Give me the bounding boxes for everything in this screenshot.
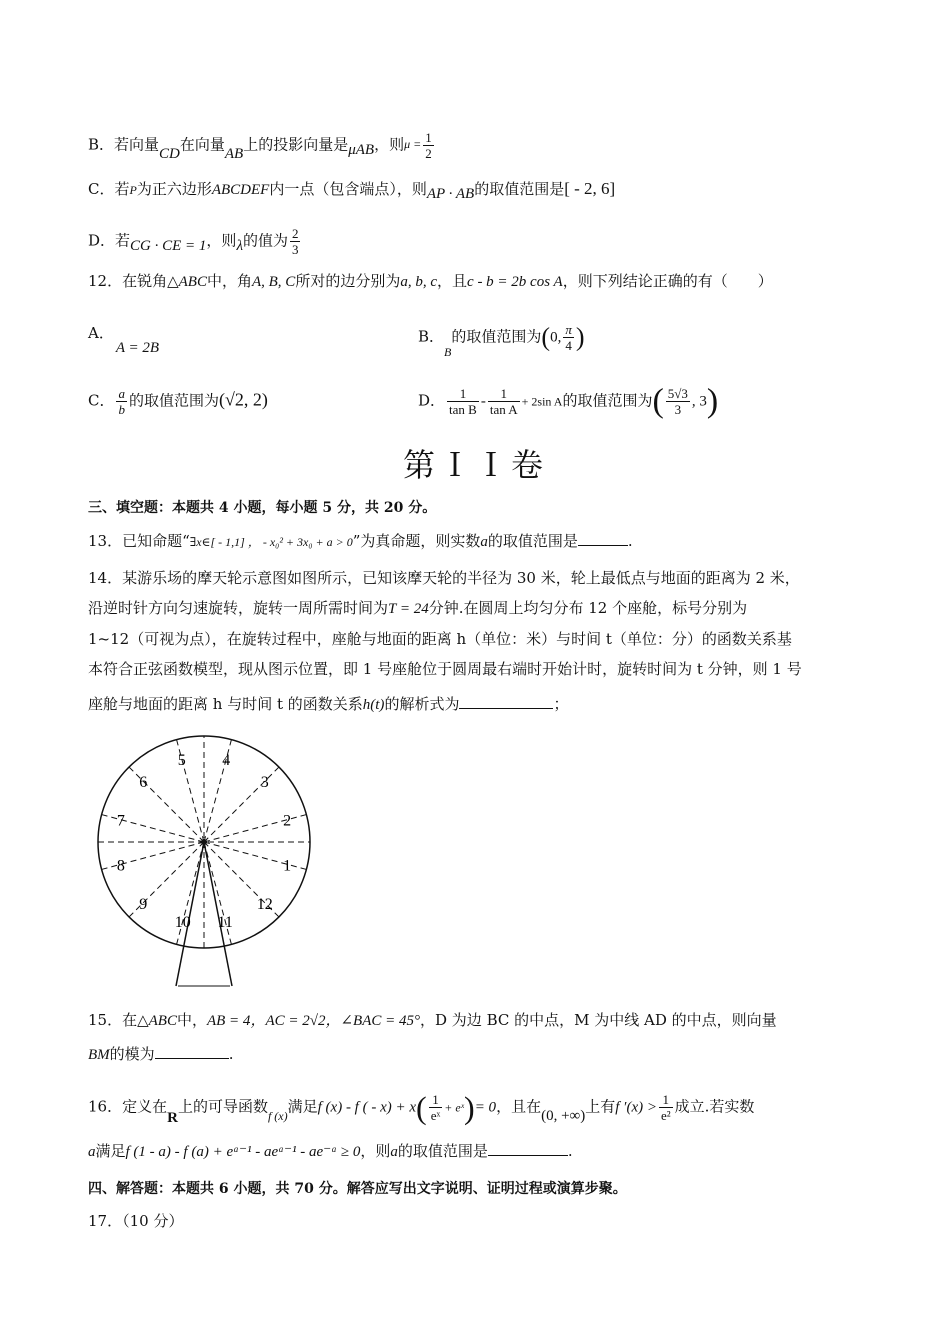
text: B．若向量 bbox=[88, 135, 160, 154]
math-sides: a, b, c bbox=[400, 274, 438, 290]
math-expr: A = 2B bbox=[115, 340, 160, 356]
option-12a bbox=[88, 322, 160, 356]
text: 的取值范围为 bbox=[451, 327, 542, 346]
math-op: - bbox=[480, 393, 486, 410]
text: 沿逆时针方向匀速旋转，旋转一周所需时间为 bbox=[88, 599, 389, 617]
math-triangle: △ABC bbox=[167, 274, 207, 290]
question-14-line5 bbox=[88, 693, 568, 716]
question-14-line2 bbox=[88, 597, 747, 620]
option-label: B． bbox=[418, 327, 445, 346]
text: ”为真命题，则实数 bbox=[352, 532, 481, 550]
text: D．若 bbox=[88, 231, 131, 250]
text: 在向量 bbox=[179, 135, 225, 154]
option-11c bbox=[88, 178, 615, 201]
math-p: P bbox=[129, 183, 137, 197]
text: 的取值范围是 bbox=[397, 1142, 488, 1160]
fraction: $\frac{2}{3}$ bbox=[291, 226, 299, 257]
math-range: , 3 bbox=[691, 393, 707, 410]
math-expr: + eˣ bbox=[444, 1100, 465, 1115]
text: C．若 bbox=[88, 180, 130, 198]
question-14-line4: 本符合正弦函数模型，现从图示位置，即 1 号座舱位于圆周最右端时开始计时，旋转时间为 t 分钟，则 1 号 bbox=[88, 660, 802, 678]
text: 座舱与地面的距离 h 与时间 t 的函数关系 bbox=[88, 695, 363, 713]
answer-blank[interactable] bbox=[155, 1044, 229, 1059]
text: 满足 bbox=[287, 1097, 318, 1116]
math-muab: μAB bbox=[348, 141, 375, 158]
seat-label: 5 bbox=[177, 751, 186, 769]
fraction: $\frac{\pi}{4}$ bbox=[565, 322, 572, 353]
math-fx: f (x) bbox=[267, 1108, 288, 1123]
math-func: h(t) bbox=[362, 697, 385, 713]
paren-right: ) bbox=[706, 382, 719, 420]
math-angles: A, B, C bbox=[251, 274, 296, 290]
question-13 bbox=[88, 530, 633, 553]
text: 上有 bbox=[585, 1097, 616, 1116]
seat-label: 7 bbox=[116, 812, 125, 830]
paren-right: ) bbox=[464, 1089, 475, 1126]
math-ac: ，AC = 2√2 bbox=[250, 1013, 326, 1029]
math-hexagon: ABCDEF bbox=[211, 182, 270, 198]
text: 为正六边形 bbox=[136, 180, 212, 198]
math-mu: μ = bbox=[404, 136, 422, 151]
question-15-line1 bbox=[88, 1009, 777, 1032]
text: 12．在锐角 bbox=[88, 272, 168, 290]
text: 的取值范围是 bbox=[487, 532, 578, 550]
text: ，D 为边 BC 的中点，M 为中线 AD 的中点，则向量 bbox=[420, 1011, 777, 1029]
math-var: a bbox=[480, 534, 488, 550]
question-15-line2 bbox=[88, 1043, 233, 1066]
text: 16．定义在 bbox=[88, 1097, 168, 1116]
text: 内一点（包含端点），则 bbox=[269, 180, 427, 198]
math-period: T = 24 bbox=[388, 601, 429, 617]
text: 15．在 bbox=[88, 1011, 138, 1029]
text: ，且在 bbox=[496, 1097, 542, 1116]
text: 所对的边分别为 bbox=[295, 272, 401, 290]
math-derivative: f ′(x) > bbox=[615, 1099, 657, 1116]
question-14-line1: 14．某游乐场的摩天轮示意图如图所示，已知该摩天轮的半径为 30 米，轮上最低点与地面的距离为 2 米， bbox=[88, 569, 800, 587]
seat-label: 6 bbox=[139, 774, 148, 792]
section-4-heading: 四、解答题：本题共 6 小题，共 70 分。解答应写出文字说明、证明过程或演算步聚。 bbox=[88, 1181, 627, 1197]
math-lambda: λ bbox=[236, 237, 243, 254]
math-condition: c - b = 2b cos A bbox=[467, 274, 563, 290]
math-reals: R bbox=[167, 1109, 178, 1126]
section-3-heading: 三、填空题：本题共 4 小题，每小题 5 分，共 20 分。 bbox=[88, 500, 437, 516]
math-bm: BM bbox=[88, 1047, 110, 1063]
text: 上的投影向量是 bbox=[243, 135, 349, 154]
option-12b bbox=[418, 322, 585, 359]
seat-label: 8 bbox=[116, 857, 125, 875]
text: 上的可导函数 bbox=[177, 1097, 268, 1116]
math-range: [ - 2, 6] bbox=[564, 179, 616, 198]
question-14-line3: 1~12（可视为点），在旋转过程中，座舱与地面的距离 h（单位：米）与时间 t（单位：分）的函数关系基 bbox=[88, 630, 792, 648]
math-triangle: △ABC bbox=[137, 1013, 177, 1029]
text: ，则 bbox=[206, 231, 237, 250]
seat-label: 1 bbox=[283, 857, 292, 875]
answer-blank[interactable] bbox=[488, 1141, 568, 1156]
text: 的值为 bbox=[242, 231, 288, 250]
text: 成立.若实数 bbox=[674, 1097, 755, 1116]
seat-label: 3 bbox=[260, 774, 269, 792]
fraction: $\frac{1}{\text{tan A}}$ bbox=[489, 386, 518, 417]
text: 中， bbox=[176, 1011, 207, 1029]
text: ，则 bbox=[360, 1142, 391, 1160]
option-12c bbox=[88, 386, 268, 417]
seat-label: 12 bbox=[256, 895, 273, 913]
math-range: (√2, 2) bbox=[219, 389, 268, 410]
math-cg-ce: CG · CE = 1 bbox=[130, 237, 207, 254]
paren-left: ( bbox=[416, 1089, 427, 1126]
text: 分钟.在圆周上均匀分布 12 个座舱，标号分别为 bbox=[428, 599, 748, 617]
text: 满足 bbox=[95, 1142, 126, 1160]
math-range: 0, bbox=[550, 329, 562, 346]
math-var: a bbox=[390, 1144, 398, 1160]
text: 的解析式为 bbox=[384, 695, 460, 713]
math-equation: f (x) - f ( - x) + x bbox=[317, 1099, 417, 1116]
seat-label: 10 bbox=[174, 914, 191, 932]
question-12-stem bbox=[88, 270, 773, 293]
fraction: $\frac{5√3}{3}$ bbox=[667, 386, 688, 417]
seat-label: 11 bbox=[217, 914, 233, 932]
fraction: $\frac{1}{2}$ bbox=[425, 130, 432, 161]
volume-title: 第ＩＩ卷 bbox=[402, 446, 547, 484]
hub bbox=[201, 839, 207, 845]
text: ，且 bbox=[437, 272, 468, 290]
text: 的取值范围是 bbox=[474, 180, 565, 198]
paren-right: ) bbox=[575, 322, 585, 352]
text: . bbox=[228, 1045, 234, 1063]
fraction: $\frac{1}{\text{e²}}$ bbox=[660, 1092, 671, 1123]
option-label: D． bbox=[418, 391, 446, 410]
math-var: B bbox=[444, 344, 452, 359]
seat-label: 4 bbox=[222, 751, 231, 769]
question-16-line2 bbox=[88, 1140, 573, 1163]
paren-left: ( bbox=[652, 382, 664, 420]
math-var: a bbox=[88, 1144, 96, 1160]
text: . bbox=[627, 532, 633, 550]
math-ab: AB bbox=[224, 145, 244, 162]
text: ； bbox=[553, 695, 569, 713]
math-cd: CD bbox=[159, 145, 180, 162]
fraction: $\frac{1}{\text{eˣ}}$ bbox=[430, 1092, 441, 1123]
text: 的模为 bbox=[109, 1045, 155, 1063]
math-expr: + 2sin A bbox=[521, 394, 563, 409]
question-17: 17．（10 分） bbox=[88, 1212, 184, 1230]
fraction: $\frac{a}{b}$ bbox=[118, 386, 125, 417]
text: 13．已知命题“ bbox=[88, 532, 190, 550]
answer-blank[interactable] bbox=[459, 694, 553, 709]
question-16-line1 bbox=[88, 1089, 755, 1126]
text: 的取值范围为 bbox=[562, 391, 653, 410]
seat-label: 2 bbox=[283, 812, 292, 830]
option-label: C． bbox=[88, 391, 115, 410]
option-12d bbox=[418, 382, 719, 420]
math-expr: ∃x∈[ - 1,1] ， - x₀² + 3x₀ + a > 0 bbox=[189, 535, 353, 549]
option-label: A． bbox=[88, 324, 114, 342]
text: ，则下列结论正确的有（ ） bbox=[562, 272, 773, 290]
option-11b bbox=[88, 130, 436, 161]
paren-left: ( bbox=[541, 322, 551, 352]
math-dot-product: AP · AB bbox=[426, 186, 475, 202]
text: . bbox=[567, 1142, 573, 1160]
fraction: $\frac{1}{\text{tan B}}$ bbox=[449, 386, 477, 417]
option-11d bbox=[88, 226, 302, 257]
seat-label: 9 bbox=[139, 895, 148, 913]
text: ，则 bbox=[374, 135, 405, 154]
math-ab: AB = 4 bbox=[206, 1013, 251, 1029]
math-equals: = 0 bbox=[474, 1099, 497, 1116]
text: 中，角 bbox=[206, 272, 252, 290]
text: 的取值范围为 bbox=[128, 391, 219, 410]
math-interval: (0, +∞) bbox=[541, 1107, 586, 1124]
ferris-wheel-diagram bbox=[94, 730, 324, 992]
math-inequality: f (1 - a) - f (a) + eᵃ⁻¹ - aeᵃ⁻¹ - ae⁻ᵃ ≥ 0 bbox=[125, 1144, 361, 1160]
answer-blank[interactable] bbox=[578, 531, 628, 546]
math-angle: ，∠BAC = 45° bbox=[325, 1013, 420, 1029]
